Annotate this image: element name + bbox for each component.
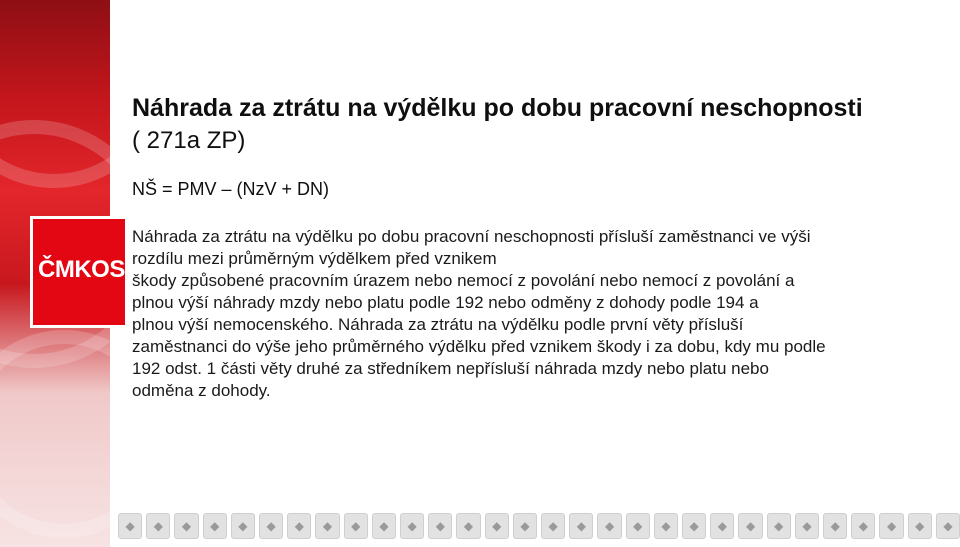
union-logo-icon: ◆ (879, 513, 903, 539)
union-logo-icon: ◆ (203, 513, 227, 539)
union-logo-icon: ◆ (456, 513, 480, 539)
formula: NŠ = PMV – (NzV + DN) (132, 179, 330, 199)
union-logo-icon: ◆ (315, 513, 339, 539)
union-logo-icon: ◆ (287, 513, 311, 539)
union-logo-icon: ◆ (597, 513, 621, 539)
union-logo-icon: ◆ (259, 513, 283, 539)
union-logo-icon: ◆ (767, 513, 791, 539)
union-logo-icon: ◆ (541, 513, 565, 539)
slide-subtitle: ( 271a ZP) (132, 127, 246, 154)
paragraph-line: rozdílu mezi průměrným výdělkem před vznikem (132, 249, 497, 268)
paragraph-line: škody způsobené pracovním úrazem nebo nemocí z povolání nebo nemocí z povolání a (132, 271, 795, 290)
union-logo-icon: ◆ (344, 513, 368, 539)
slide-content (132, 92, 958, 402)
paragraph-line: plnou výší nemocenského. Náhrada za ztrátu na výdělku podle první věty přísluší (132, 315, 744, 334)
union-logo-icon: ◆ (738, 513, 762, 539)
union-logo-icon: ◆ (936, 513, 960, 539)
cmkos-logo-text: ČMKOS (38, 256, 125, 283)
union-logo-icon: ◆ (908, 513, 932, 539)
union-logo-icon: ◆ (231, 513, 255, 539)
union-logo-icon: ◆ (174, 513, 198, 539)
union-logo-icon: ◆ (372, 513, 396, 539)
union-logo-icon: ◆ (823, 513, 847, 539)
paragraph-line: Náhrada za ztrátu na výdělku po dobu pracovní neschopnosti přísluší zaměstnanci ve výši (132, 227, 811, 246)
union-logo-icon: ◆ (400, 513, 424, 539)
union-logo-icon: ◆ (851, 513, 875, 539)
union-logo-icon: ◆ (682, 513, 706, 539)
body-paragraph (132, 226, 958, 402)
union-logo-icon: ◆ (795, 513, 819, 539)
union-logo-icon: ◆ (428, 513, 452, 539)
union-logo-icon: ◆ (710, 513, 734, 539)
paragraph-line: odměna z dohody. (132, 381, 271, 400)
union-logo-icon: ◆ (654, 513, 678, 539)
union-logo-icon: ◆ (485, 513, 509, 539)
union-logo-icon: ◆ (146, 513, 170, 539)
union-logo-icon: ◆ (569, 513, 593, 539)
paragraph-line: zaměstnanci do výše jeho průměrného výdělku před vznikem škody i za dobu, kdy mu podle (132, 337, 826, 356)
member-union-logos (118, 510, 960, 542)
union-logo-icon: ◆ (513, 513, 537, 539)
paragraph-line: 192 odst. 1 části věty druhé za středníkem nepřísluší náhrada mzdy nebo platu nebo (132, 359, 769, 378)
slide-title: Náhrada za ztrátu na výdělku po dobu pracovní neschopnosti (132, 94, 863, 122)
paragraph-line: plnou výší náhrady mzdy nebo platu podle 192 nebo odměny z dohody podle 194 a (132, 293, 759, 312)
union-logo-icon: ◆ (118, 513, 142, 539)
union-logo-icon: ◆ (626, 513, 650, 539)
